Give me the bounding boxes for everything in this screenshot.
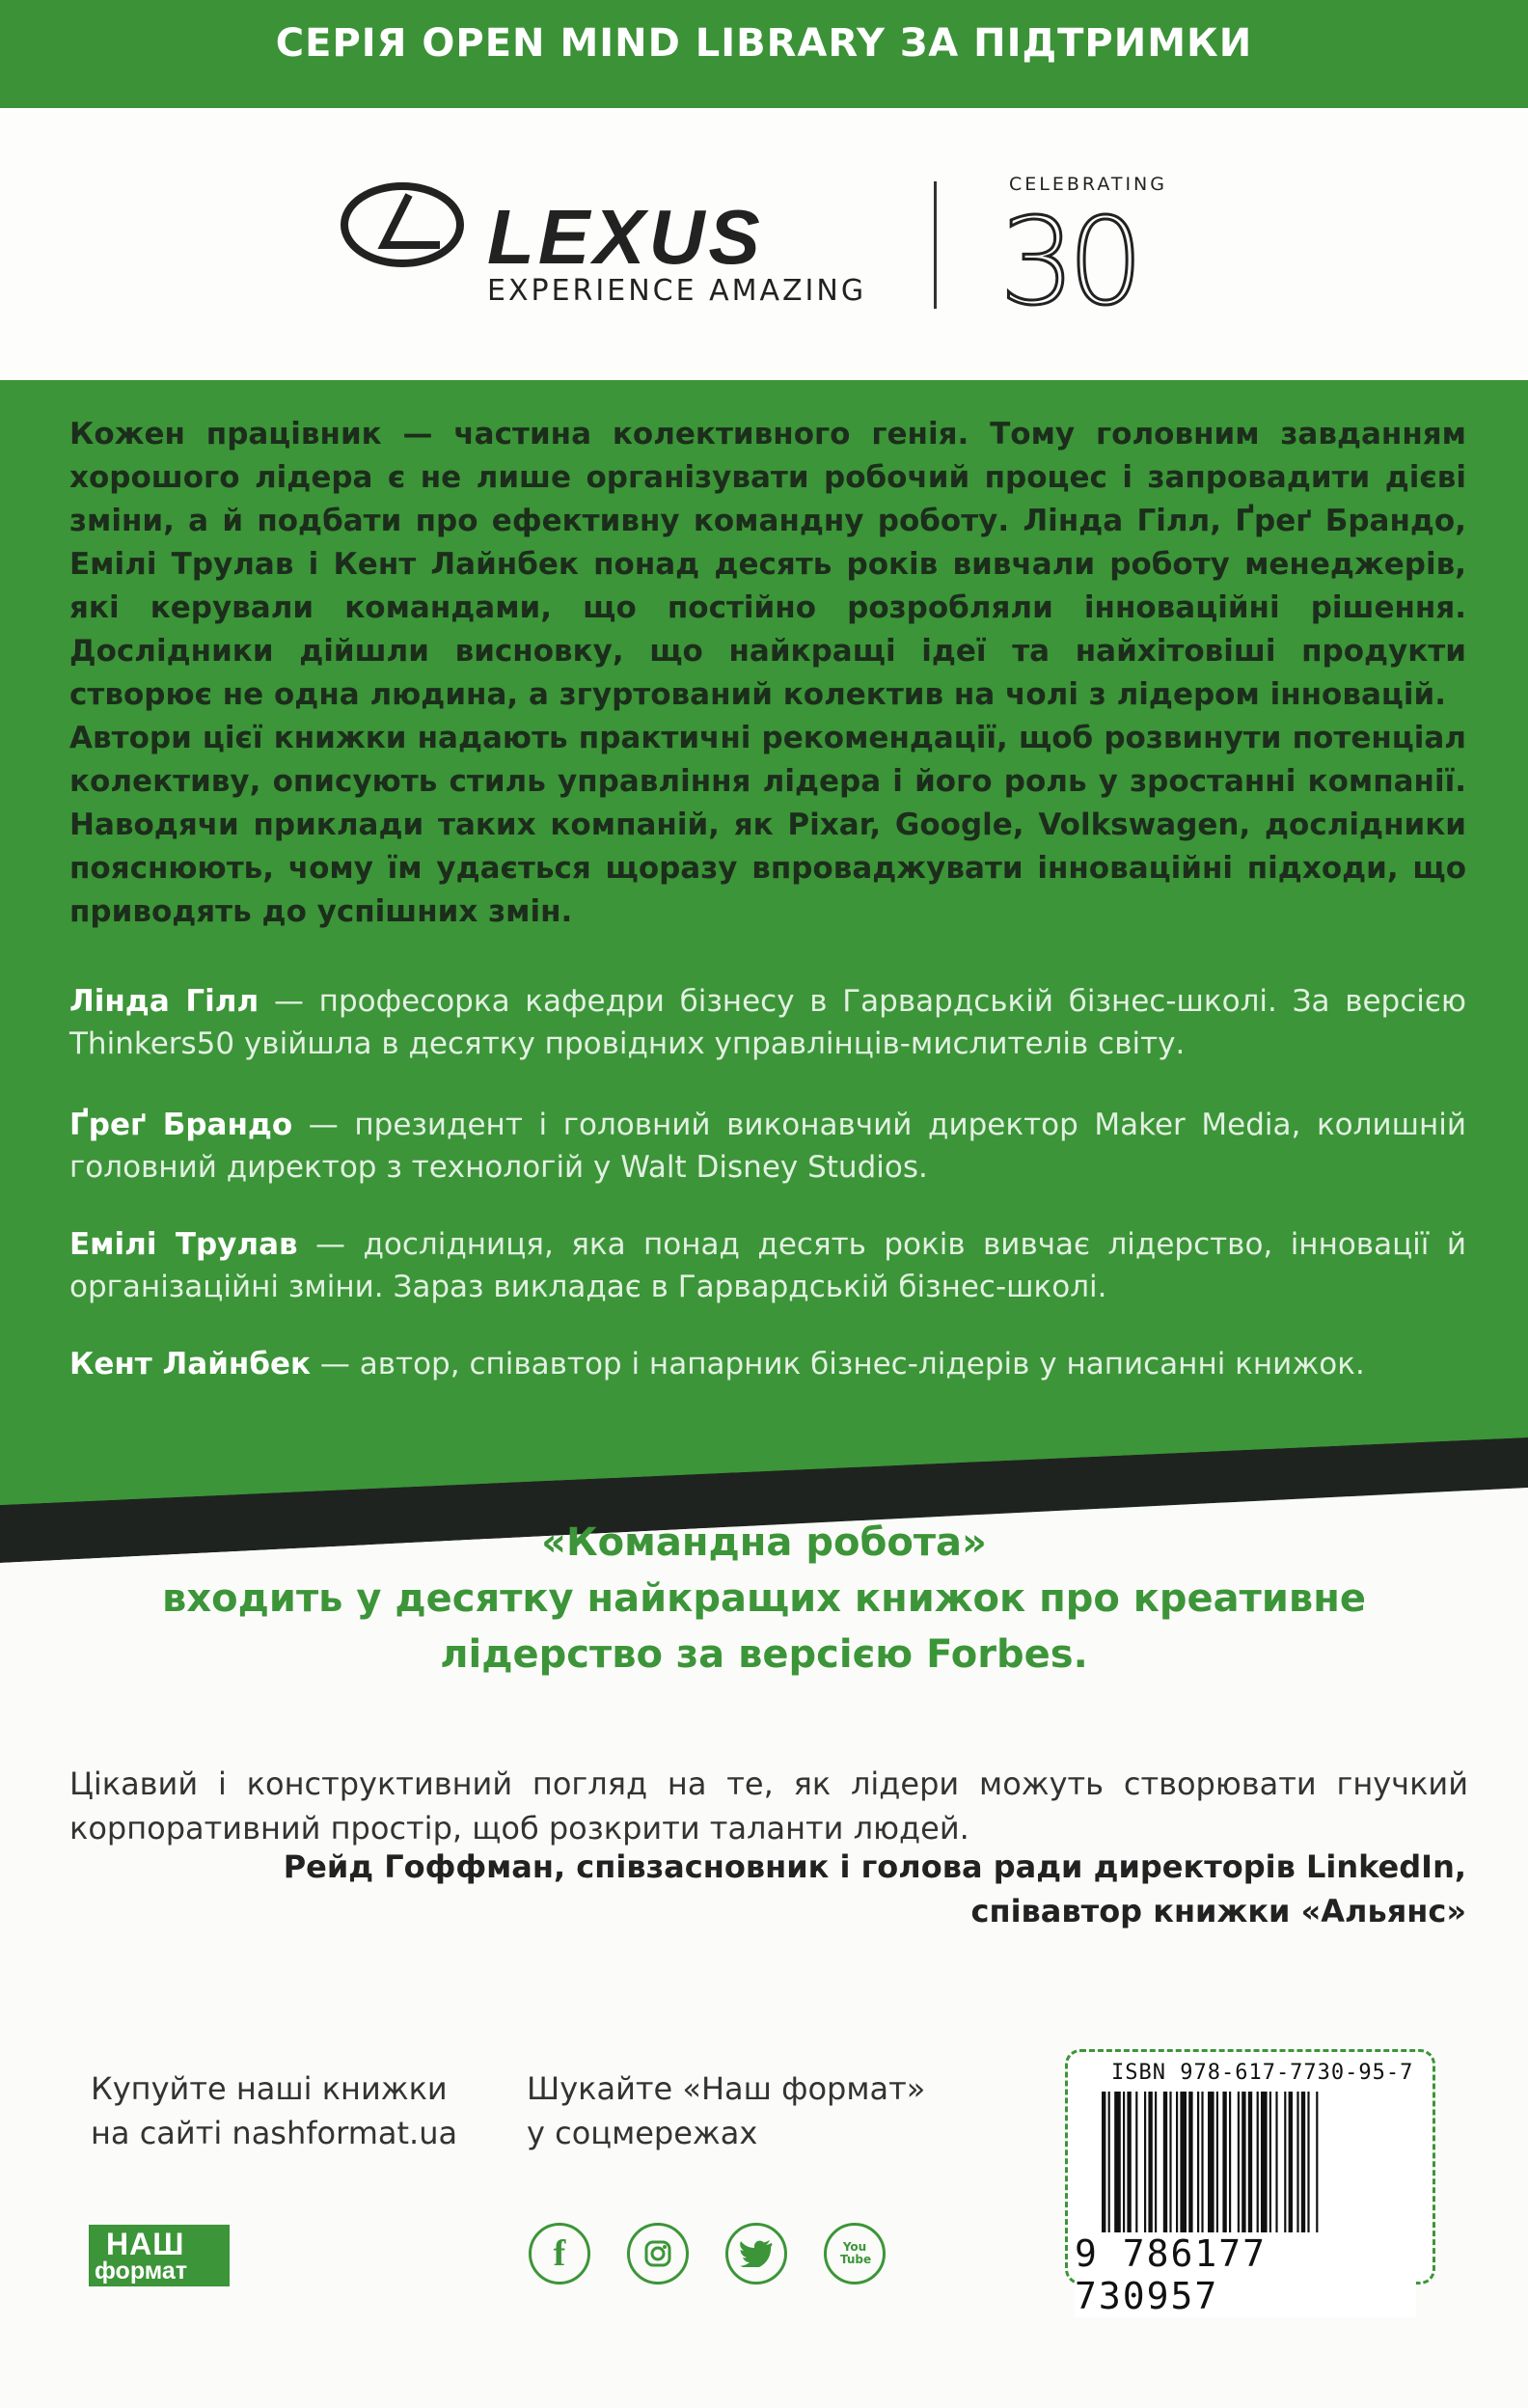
- barcode-bar: [1296, 2092, 1298, 2254]
- twitter-icon[interactable]: [725, 2223, 787, 2285]
- instagram-glyph-icon: [643, 2239, 672, 2268]
- barcode-bar: [1135, 2092, 1137, 2254]
- author-name: Ґреґ Брандо: [69, 1108, 293, 1142]
- buy-online-text: [91, 2066, 457, 2155]
- author-name: Кент Лайнбек: [69, 1347, 312, 1382]
- quote-author-line: Рейд Гоффман, співзасновник і голова ради директорів LinkedIn,: [283, 1848, 1466, 1885]
- author-bio: [69, 980, 1466, 1065]
- author-name: Емілі Трулав: [69, 1227, 298, 1262]
- barcode-bar: [1284, 2092, 1286, 2254]
- sponsor-logo-area: [0, 108, 1528, 380]
- barcode-bar: [1169, 2092, 1171, 2254]
- author-bio: [69, 1104, 1466, 1189]
- author-name: Лінда Гілл: [69, 984, 259, 1019]
- publisher-logo: [89, 2225, 230, 2286]
- barcode-bar: [1289, 2092, 1293, 2254]
- search-line: у соцмережах: [527, 2115, 758, 2151]
- author-bio: [69, 1223, 1466, 1308]
- social-search-text: [527, 2066, 925, 2155]
- barcode-bar: [1163, 2092, 1167, 2254]
- buy-line: на сайті nashformat.ua: [91, 2115, 458, 2151]
- barcode-bar: [1176, 2092, 1178, 2254]
- barcode-bar: [1229, 2092, 1231, 2254]
- barcode-bar: [1144, 2092, 1146, 2254]
- barcode-bar: [1222, 2092, 1226, 2254]
- celebrating-label: CELEBRATING: [1009, 174, 1167, 195]
- author-bio: [69, 1343, 1466, 1385]
- publisher-logo-line: НАШ: [106, 2227, 185, 2261]
- search-line: Шукайте «Наш формат»: [527, 2070, 926, 2107]
- barcode-bar: [1114, 2092, 1121, 2254]
- barcode-bar: [1307, 2092, 1309, 2254]
- barcode-bar: [1155, 2092, 1157, 2254]
- instagram-icon[interactable]: [627, 2223, 689, 2285]
- description-paragraph: Кожен працівник — частина колективного генія. Тому головним завданням хорошого лідера є не лише організувати робочий процес і запровадити дієві зміни, а й подбати про ефективну командну роботу. Лінда Гілл, Ґреґ Брандо, Емілі Трулав і Кент Лайнбек понад десять років вивчали роботу менеджерів, які керували командами, що постійно розробляли інноваційні рішення. Дослідники дійшли висновку, що найкращі ідеї та найхітовіші продукти створює не одна людина, а згуртований колектив на чолі з лідером інновацій.: [69, 417, 1466, 712]
- barcode-bar: [1242, 2092, 1245, 2254]
- lexus-wordmark: LEXUS: [487, 194, 764, 280]
- barcode-bar: [1108, 2092, 1110, 2254]
- barcode-bar: [1123, 2092, 1125, 2254]
- barcode-bar: [1257, 2092, 1259, 2254]
- youtube-glyph: You Tube: [840, 2240, 872, 2266]
- forbes-line: лідерство за версією Forbes.: [440, 1632, 1088, 1677]
- quote-attribution: [69, 1845, 1466, 1933]
- author-bio-text: — дослідниця, яка понад десять років вивчає лідерство, інновації й організаційні зміни. Зараз викладає в Гарвардській бізнес-школі.: [69, 1227, 1466, 1304]
- barcode-bar: [1180, 2092, 1187, 2254]
- facebook-icon[interactable]: [529, 2223, 590, 2285]
- barcode-bar: [1275, 2092, 1277, 2254]
- publisher-logo-line: формат: [95, 2258, 188, 2285]
- barcode-bars: [1102, 2092, 1397, 2254]
- barcode-bar: [1216, 2092, 1218, 2254]
- lexus-emblem-icon: [340, 181, 465, 268]
- buy-line: Купуйте наші книжки: [91, 2070, 448, 2107]
- youtube-icon[interactable]: [824, 2223, 886, 2285]
- barcode-bar: [1301, 2092, 1305, 2254]
- author-bio-text: — президент і головний виконавчий директор Maker Media, колишній головний директор з технологій у Walt Disney Studios.: [69, 1108, 1466, 1185]
- barcode-digits: 9 786177 730957: [1075, 2232, 1416, 2317]
- barcode-bar: [1248, 2092, 1252, 2254]
- forbes-statement: [0, 1515, 1528, 1683]
- barcode-bar: [1127, 2092, 1131, 2254]
- barcode-bar: [1188, 2092, 1192, 2254]
- facebook-glyph: f: [553, 2233, 566, 2274]
- forbes-line: «Командна робота»: [541, 1520, 987, 1565]
- review-quote: Цікавий і конструктивний погляд на те, як лідери можуть створювати гнучкий корпоративний простір, щоб розкрити таланти людей.: [69, 1765, 1468, 1847]
- barcode-bar: [1201, 2092, 1203, 2254]
- barcode-bar: [1261, 2092, 1268, 2254]
- barcode-bar: [1208, 2092, 1214, 2254]
- series-title: СЕРІЯ OPEN MIND LIBRARY ЗА ПІДТРИМКИ: [275, 21, 1253, 66]
- anniversary-number: 30: [999, 193, 1136, 332]
- lexus-tagline: EXPERIENCE AMAZING: [487, 274, 867, 308]
- barcode-bar: [1316, 2092, 1318, 2254]
- barcode-bar: [1148, 2092, 1152, 2254]
- forbes-line: входить у десятку найкращих книжок про креативне: [162, 1576, 1366, 1621]
- twitter-bird-icon: [740, 2240, 773, 2267]
- barcode-bar: [1197, 2092, 1199, 2254]
- barcode-bar: [1269, 2092, 1271, 2254]
- author-bio-text: — професорка кафедри бізнесу в Гарвардській бізнес-школі. За версією Thinkers50 увійшла в десятку провідних управлінців-мислителів світу.: [69, 984, 1466, 1061]
- barcode-bar: [1238, 2092, 1240, 2254]
- isbn-label: ISBN 978-617-7730-95-7: [1111, 2061, 1414, 2085]
- author-bio-text: — автор, співавтор і напарник бізнес-лідерів у написанні книжок.: [311, 1347, 1365, 1382]
- description-paragraph: Автори цієї книжки надають практичні рекомендації, щоб розвинути потенціал колективу, описують стиль управління лідера і його роль у зростанні компанії. Наводячи приклади таких компаній, як Pixar, Google, Volkswagen, дослідники пояснюють, чому їм удається щоразу впроваджувати інноваційні підходи, що приводять до успішних змін.: [69, 721, 1466, 929]
- quote-author-line: співавтор книжки «Альянс»: [970, 1893, 1466, 1929]
- barcode-bar: [1102, 2092, 1105, 2254]
- logo-divider: [934, 181, 937, 309]
- book-description: [69, 413, 1466, 934]
